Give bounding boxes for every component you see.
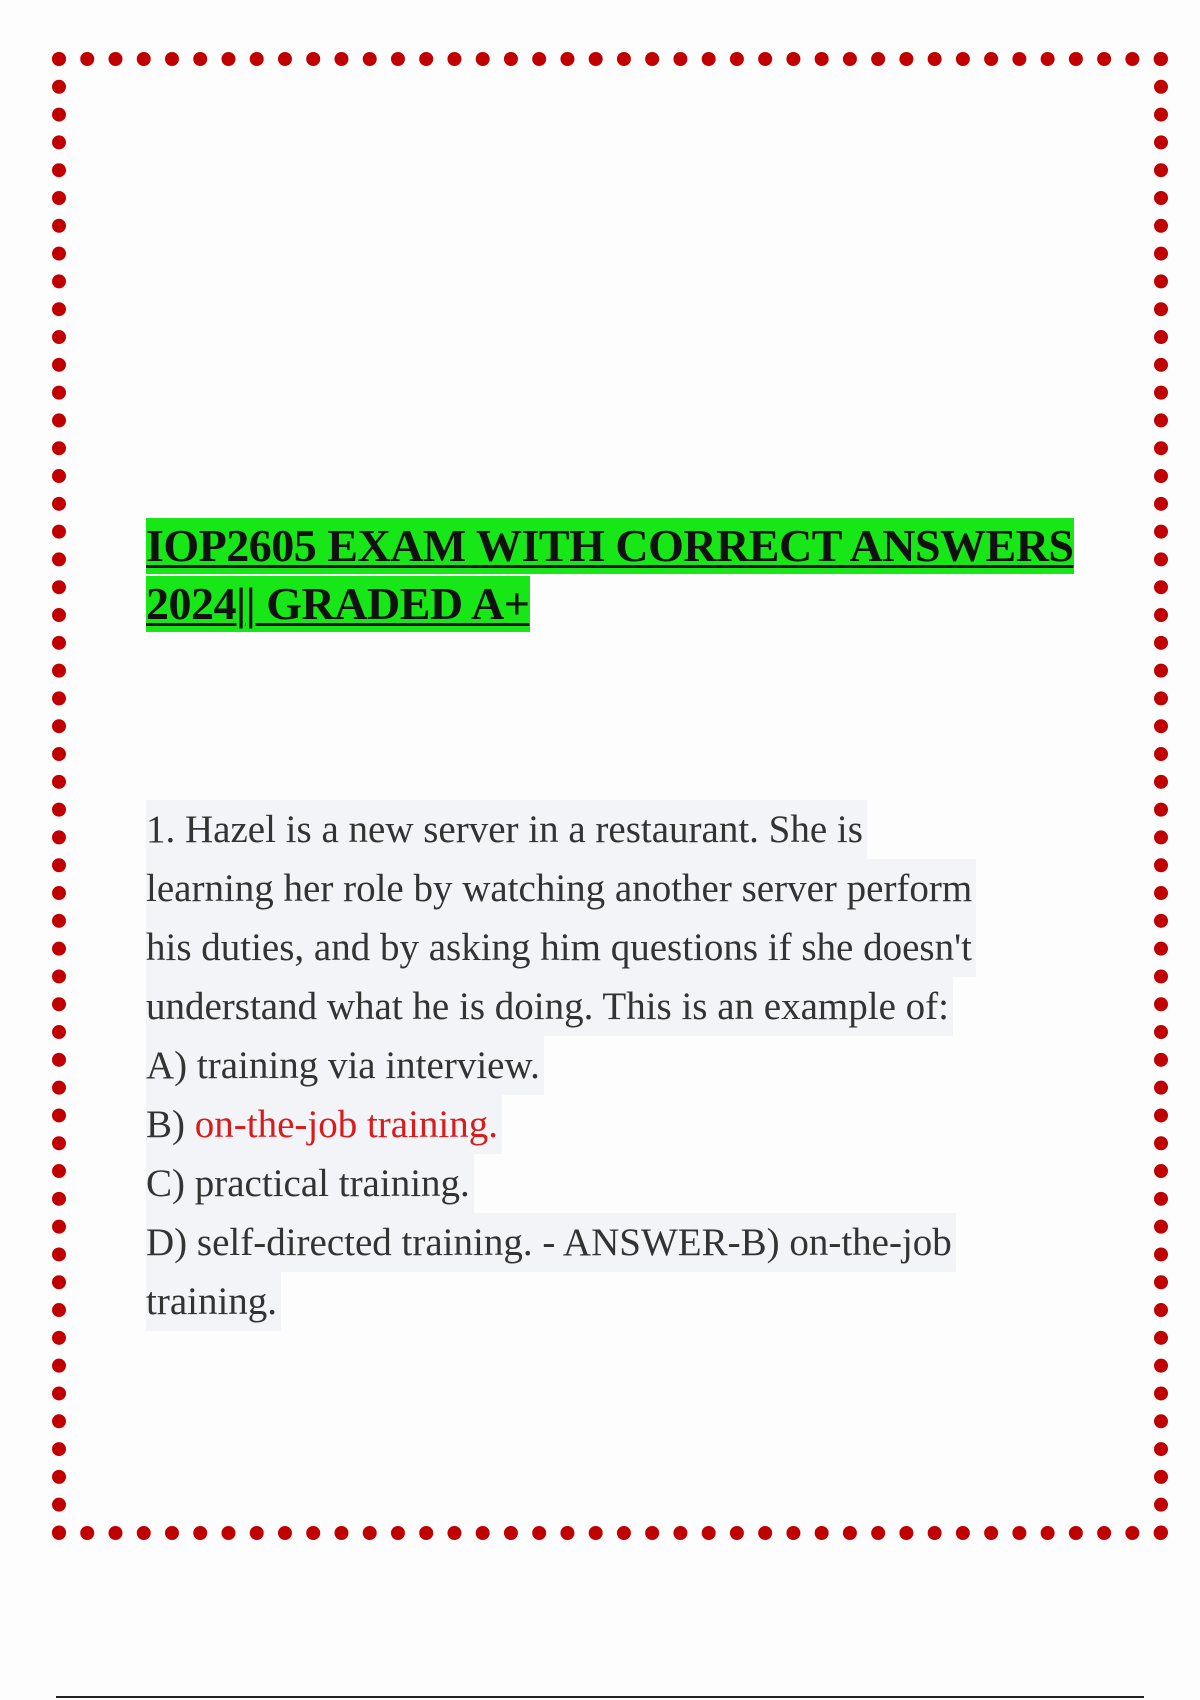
document-title bbox=[146, 518, 1076, 632]
question-text-line-4: understand what he is doing. This is an example of: bbox=[146, 977, 953, 1036]
question-text-line-1: 1. Hazel is a new server in a restaurant. She is bbox=[146, 800, 867, 859]
option-b-correct-text: on-the-job training. bbox=[194, 1103, 499, 1146]
title-line-1: IOP2605 EXAM WITH CORRECT ANSWERS bbox=[146, 518, 1074, 574]
footer-divider bbox=[56, 1696, 1144, 1698]
answer-continuation: training. bbox=[146, 1272, 281, 1331]
option-c: C) practical training. bbox=[146, 1154, 474, 1213]
question-1 bbox=[146, 800, 1086, 1331]
option-a: A) training via interview. bbox=[146, 1036, 544, 1095]
option-d-with-answer: D) self-directed training. - ANSWER-B) on-the-job bbox=[146, 1213, 956, 1272]
option-b bbox=[146, 1095, 502, 1154]
title-line-2: 2024|| GRADED A+ bbox=[146, 576, 530, 632]
option-b-prefix: B) bbox=[146, 1103, 195, 1146]
question-text-line-2: learning her role by watching another server perform bbox=[146, 859, 976, 918]
question-text-line-3: his duties, and by asking him questions if she doesn't bbox=[146, 918, 976, 977]
